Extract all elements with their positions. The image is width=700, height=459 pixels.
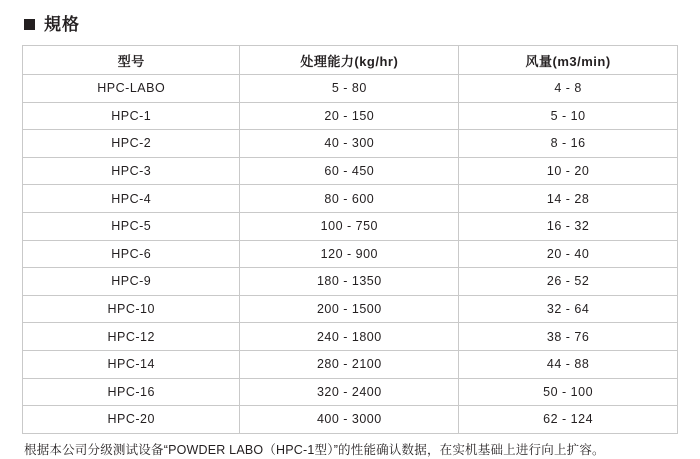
table-row: [23, 268, 678, 296]
cell-capacity: 60 - 450: [240, 157, 459, 185]
column-header-capacity: 处理能力(kg/hr): [240, 46, 459, 75]
column-header-model: 型号: [23, 46, 240, 75]
table-row: [23, 185, 678, 213]
cell-capacity: 40 - 300: [240, 130, 459, 158]
cell-model: HPC-2: [23, 130, 240, 158]
cell-model: HPC-4: [23, 185, 240, 213]
cell-model: HPC-14: [23, 350, 240, 378]
cell-model: HPC-9: [23, 268, 240, 296]
section-heading: [24, 16, 678, 33]
table-row: [23, 406, 678, 434]
table-row: [23, 350, 678, 378]
cell-capacity: 400 - 3000: [240, 406, 459, 434]
table-row: [23, 130, 678, 158]
table-footnote: 根据本公司分级测试设备“POWDER LABO（HPC-1型）”的性能确认数据，在实机基础上进行向上扩容。: [24, 442, 605, 457]
table-row: [23, 378, 678, 406]
cell-capacity: 280 - 2100: [240, 350, 459, 378]
table-header-row: [23, 46, 678, 75]
table-row: [23, 75, 678, 103]
cell-airflow: 16 - 32: [459, 212, 678, 240]
cell-model: HPC-6: [23, 240, 240, 268]
column-header-airflow: 风量(m3/min): [459, 46, 678, 75]
cell-airflow: 26 - 52: [459, 268, 678, 296]
cell-capacity: 240 - 1800: [240, 323, 459, 351]
table-row: [23, 240, 678, 268]
cell-model: HPC-1: [23, 102, 240, 130]
cell-airflow: 44 - 88: [459, 350, 678, 378]
square-bullet-icon: [24, 19, 35, 30]
page-title: 規格: [44, 15, 80, 34]
cell-capacity: 200 - 1500: [240, 295, 459, 323]
cell-airflow: 38 - 76: [459, 323, 678, 351]
cell-airflow: 20 - 40: [459, 240, 678, 268]
cell-capacity: 180 - 1350: [240, 268, 459, 296]
cell-airflow: 32 - 64: [459, 295, 678, 323]
cell-model: HPC-20: [23, 406, 240, 434]
table-row: [23, 102, 678, 130]
cell-airflow: 50 - 100: [459, 378, 678, 406]
cell-capacity: 80 - 600: [240, 185, 459, 213]
cell-model: HPC-10: [23, 295, 240, 323]
cell-capacity: 100 - 750: [240, 212, 459, 240]
cell-model: HPC-16: [23, 378, 240, 406]
cell-capacity: 320 - 2400: [240, 378, 459, 406]
cell-airflow: 8 - 16: [459, 130, 678, 158]
cell-model: HPC-LABO: [23, 75, 240, 103]
table-row: [23, 212, 678, 240]
cell-airflow: 10 - 20: [459, 157, 678, 185]
cell-capacity: 5 - 80: [240, 75, 459, 103]
cell-model: HPC-12: [23, 323, 240, 351]
table-body: [23, 75, 678, 434]
cell-airflow: 62 - 124: [459, 406, 678, 434]
cell-airflow: 5 - 10: [459, 102, 678, 130]
table-row: [23, 323, 678, 351]
cell-airflow: 14 - 28: [459, 185, 678, 213]
cell-airflow: 4 - 8: [459, 75, 678, 103]
table-row: [23, 157, 678, 185]
cell-model: HPC-3: [23, 157, 240, 185]
cell-capacity: 20 - 150: [240, 102, 459, 130]
cell-capacity: 120 - 900: [240, 240, 459, 268]
table-row: [23, 295, 678, 323]
cell-model: HPC-5: [23, 212, 240, 240]
specification-table: [22, 45, 678, 434]
